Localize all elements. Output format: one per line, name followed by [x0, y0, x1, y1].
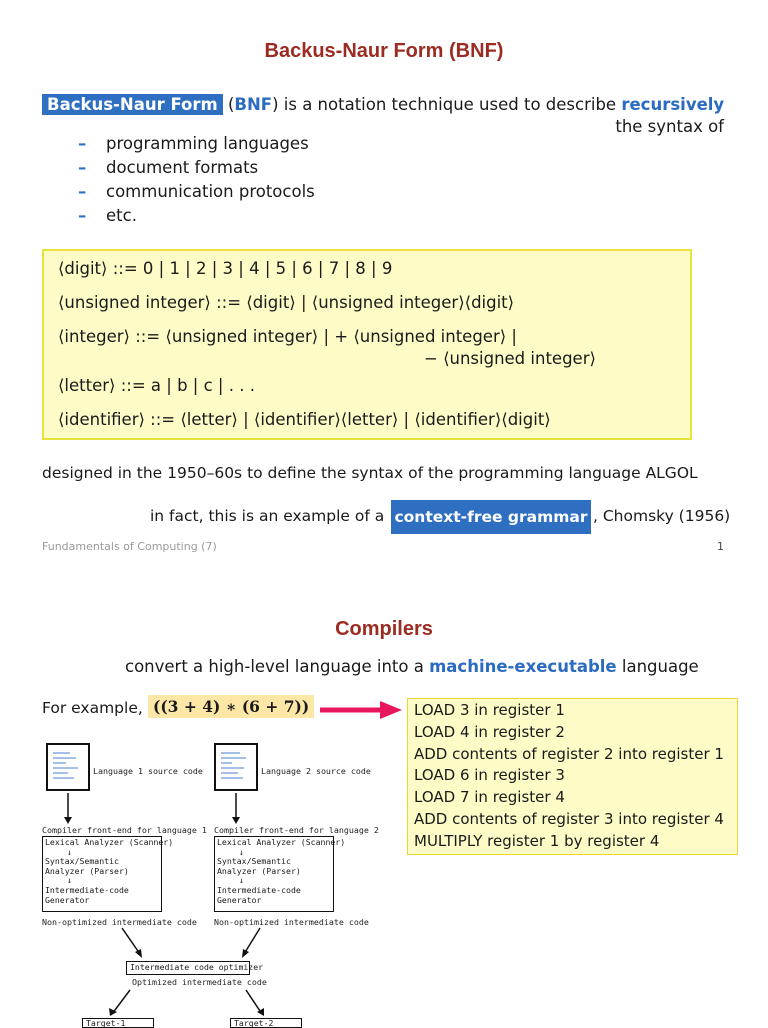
nonopt2-label: Non-optimized intermediate code [214, 917, 369, 927]
list-item: LOAD 4 in register 2 [414, 722, 565, 741]
frontend2-box: Lexical Analyzer (Scanner) ↓ Syntax/Semantic Analyzer (Parser) ↓ Intermediate-code Generator [214, 836, 334, 912]
grammar-identifier: ⟨identifier⟩ ::= ⟨letter⟩ | ⟨identifier⟩⟨letter⟩ | ⟨identifier⟩⟨digit⟩ [58, 410, 551, 429]
list-item: – programming languages [78, 134, 309, 153]
context-free-grammar-badge: context-free grammar [391, 500, 591, 534]
register-instructions-box [407, 698, 738, 855]
bullet-list [78, 132, 315, 228]
bnf-abbr: BNF [234, 95, 273, 114]
list-item: MULTIPLY register 1 by register 4 [414, 831, 660, 850]
grammar-unsigned-integer: ⟨unsigned integer⟩ ::= ⟨digit⟩ | ⟨unsigned integer⟩⟨digit⟩ [58, 293, 515, 312]
slide1-title: Backus-Naur Form (BNF) [264, 40, 504, 62]
infact-suffix: , Chomsky (1956) [593, 507, 731, 525]
target2-box: Target-2 [230, 1018, 302, 1028]
page-number: 1 [717, 540, 724, 553]
list-item: ADD contents of register 2 into register 1 [414, 744, 724, 763]
recursively-word: recursively [621, 95, 725, 114]
arrow-merge-icon [40, 926, 370, 962]
list-item: – etc. [78, 206, 137, 225]
source-code-icon [46, 743, 90, 791]
arrow-down-icon [40, 791, 370, 825]
list-item: – communication protocols [78, 182, 315, 201]
compilers-intro: convert a high-level language into a machine-executable language [125, 657, 699, 676]
frontend1-box: Lexical Analyzer (Scanner) ↓ Syntax/Semantic Analyzer (Parser) ↓ Intermediate-code Generator [42, 836, 162, 912]
bnf-intro-line2: the syntax of [615, 117, 724, 136]
expression-box: ((3 + 4) ∗ (6 + 7)) [148, 697, 314, 716]
infact-prefix: in fact, this is an example of a [150, 507, 385, 525]
frontend1-label: Compiler front-end for language 1 [42, 825, 207, 835]
list-item: ADD contents of register 3 into register 4 [414, 809, 724, 828]
compiler-diagram [40, 740, 379, 1028]
machine-executable-word: machine-executable [429, 657, 617, 676]
optimizer-box: Intermediate code optimizer [126, 961, 250, 975]
bnf-grammar-box [42, 249, 692, 440]
source1-label: Language 1 source code [93, 766, 203, 776]
arrow-split-icon [40, 988, 370, 1018]
grammar-letter: ⟨letter⟩ ::= a | b | c | . . . [58, 376, 255, 395]
grammar-digit: ⟨digit⟩ ::= 0 | 1 | 2 | 3 | 4 | 5 | 6 | 7 | 8 | 9 [58, 259, 393, 278]
list-item: – document formats [78, 158, 259, 177]
example-label: For example, [42, 699, 143, 717]
source2-label: Language 2 source code [261, 766, 371, 776]
list-item: LOAD 6 in register 3 [414, 766, 565, 785]
bnf-highlight: Backus-Naur Form [42, 94, 223, 115]
target1-box: Target-1 [82, 1018, 154, 1028]
frontend2-label: Compiler front-end for language 2 [214, 825, 379, 835]
optimized-label: Optimized intermediate code [132, 977, 267, 987]
list-item: LOAD 3 in register 1 [414, 701, 565, 719]
source-code-icon [214, 743, 258, 791]
footer-left: Fundamentals of Computing (7) [42, 540, 217, 553]
designed-text: designed in the 1950–60s to define the syntax of the programming language ALGOL [42, 464, 698, 482]
list-item: LOAD 7 in register 4 [414, 788, 565, 807]
bnf-intro-line1: Backus-Naur Form (BNF) is a notation technique used to describe recursively [42, 95, 724, 114]
slide2-title: Compilers [335, 618, 433, 640]
grammar-integer: ⟨integer⟩ ::= ⟨unsigned integer⟩ | + ⟨unsigned integer⟩ | [58, 327, 517, 346]
grammar-integer-cont: − ⟨unsigned integer⟩ [424, 349, 596, 368]
right-arrow-icon [318, 699, 404, 721]
nonopt1-label: Non-optimized intermediate code [42, 917, 197, 927]
